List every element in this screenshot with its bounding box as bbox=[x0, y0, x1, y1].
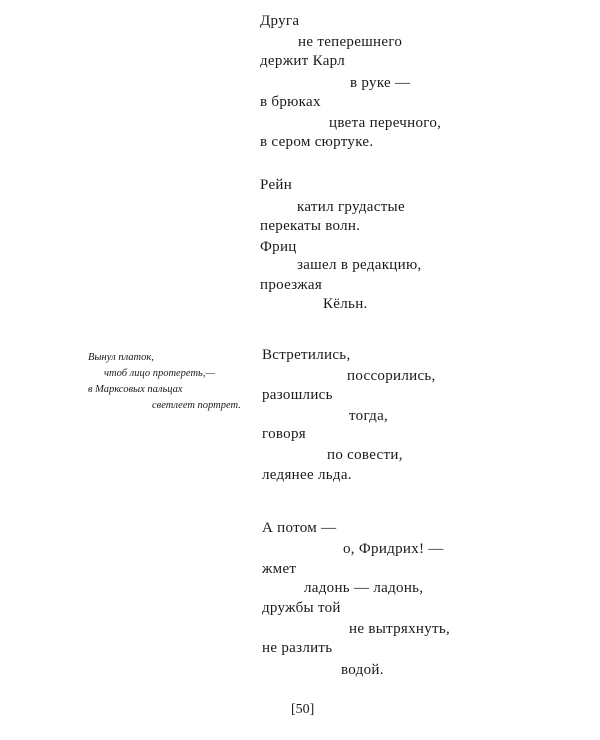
poem-line: не разлить bbox=[262, 640, 333, 656]
poem-line: Встретились, bbox=[262, 347, 351, 363]
poem-line: ладонь — ладонь, bbox=[304, 580, 424, 596]
poem-line: Кёльн. bbox=[323, 296, 368, 312]
poem-line: зашел в редакцию, bbox=[297, 257, 422, 273]
poem-line: Фриц bbox=[260, 239, 297, 255]
poem-line: ледянее льда. bbox=[262, 467, 352, 483]
poem-line: перекаты волн. bbox=[260, 218, 361, 234]
margin-note-line: светлеет портрет. bbox=[152, 400, 241, 411]
poem-line: разошлись bbox=[262, 387, 333, 403]
poem-line: водой. bbox=[341, 662, 384, 678]
poem-line: держит Карл bbox=[260, 53, 346, 69]
poem-line: цвета перечного, bbox=[329, 115, 442, 131]
poem-line: по совести, bbox=[327, 447, 403, 463]
poem-line: катил грудастые bbox=[297, 199, 405, 215]
poem-line: в руке — bbox=[350, 75, 411, 91]
poem-line: А потом — bbox=[262, 520, 337, 536]
poem-line: тогда, bbox=[349, 408, 389, 424]
poem-line: говоря bbox=[262, 426, 306, 442]
poem-line: Рейн bbox=[260, 177, 293, 193]
poem-line: проезжая bbox=[260, 277, 323, 293]
poem-line: о, Фридрих! — bbox=[343, 541, 444, 557]
poem-line: дружбы той bbox=[262, 600, 341, 616]
poem-line: в сером сюртуке. bbox=[260, 134, 374, 150]
poem-line: поссорились, bbox=[347, 368, 436, 384]
poem-line: жмет bbox=[262, 561, 297, 577]
page-number: [50] bbox=[291, 702, 315, 717]
margin-note-line: чтоб лицо протереть,— bbox=[104, 368, 215, 379]
margin-note-line: Вынул платок, bbox=[88, 352, 154, 363]
poem-line: Друга bbox=[260, 13, 300, 29]
poem-line: не теперешнего bbox=[298, 34, 403, 50]
poem-line: в брюках bbox=[260, 94, 321, 110]
margin-note-line: в Марксовых пальцах bbox=[88, 384, 183, 395]
poem-line: не вытряхнуть, bbox=[349, 621, 451, 637]
